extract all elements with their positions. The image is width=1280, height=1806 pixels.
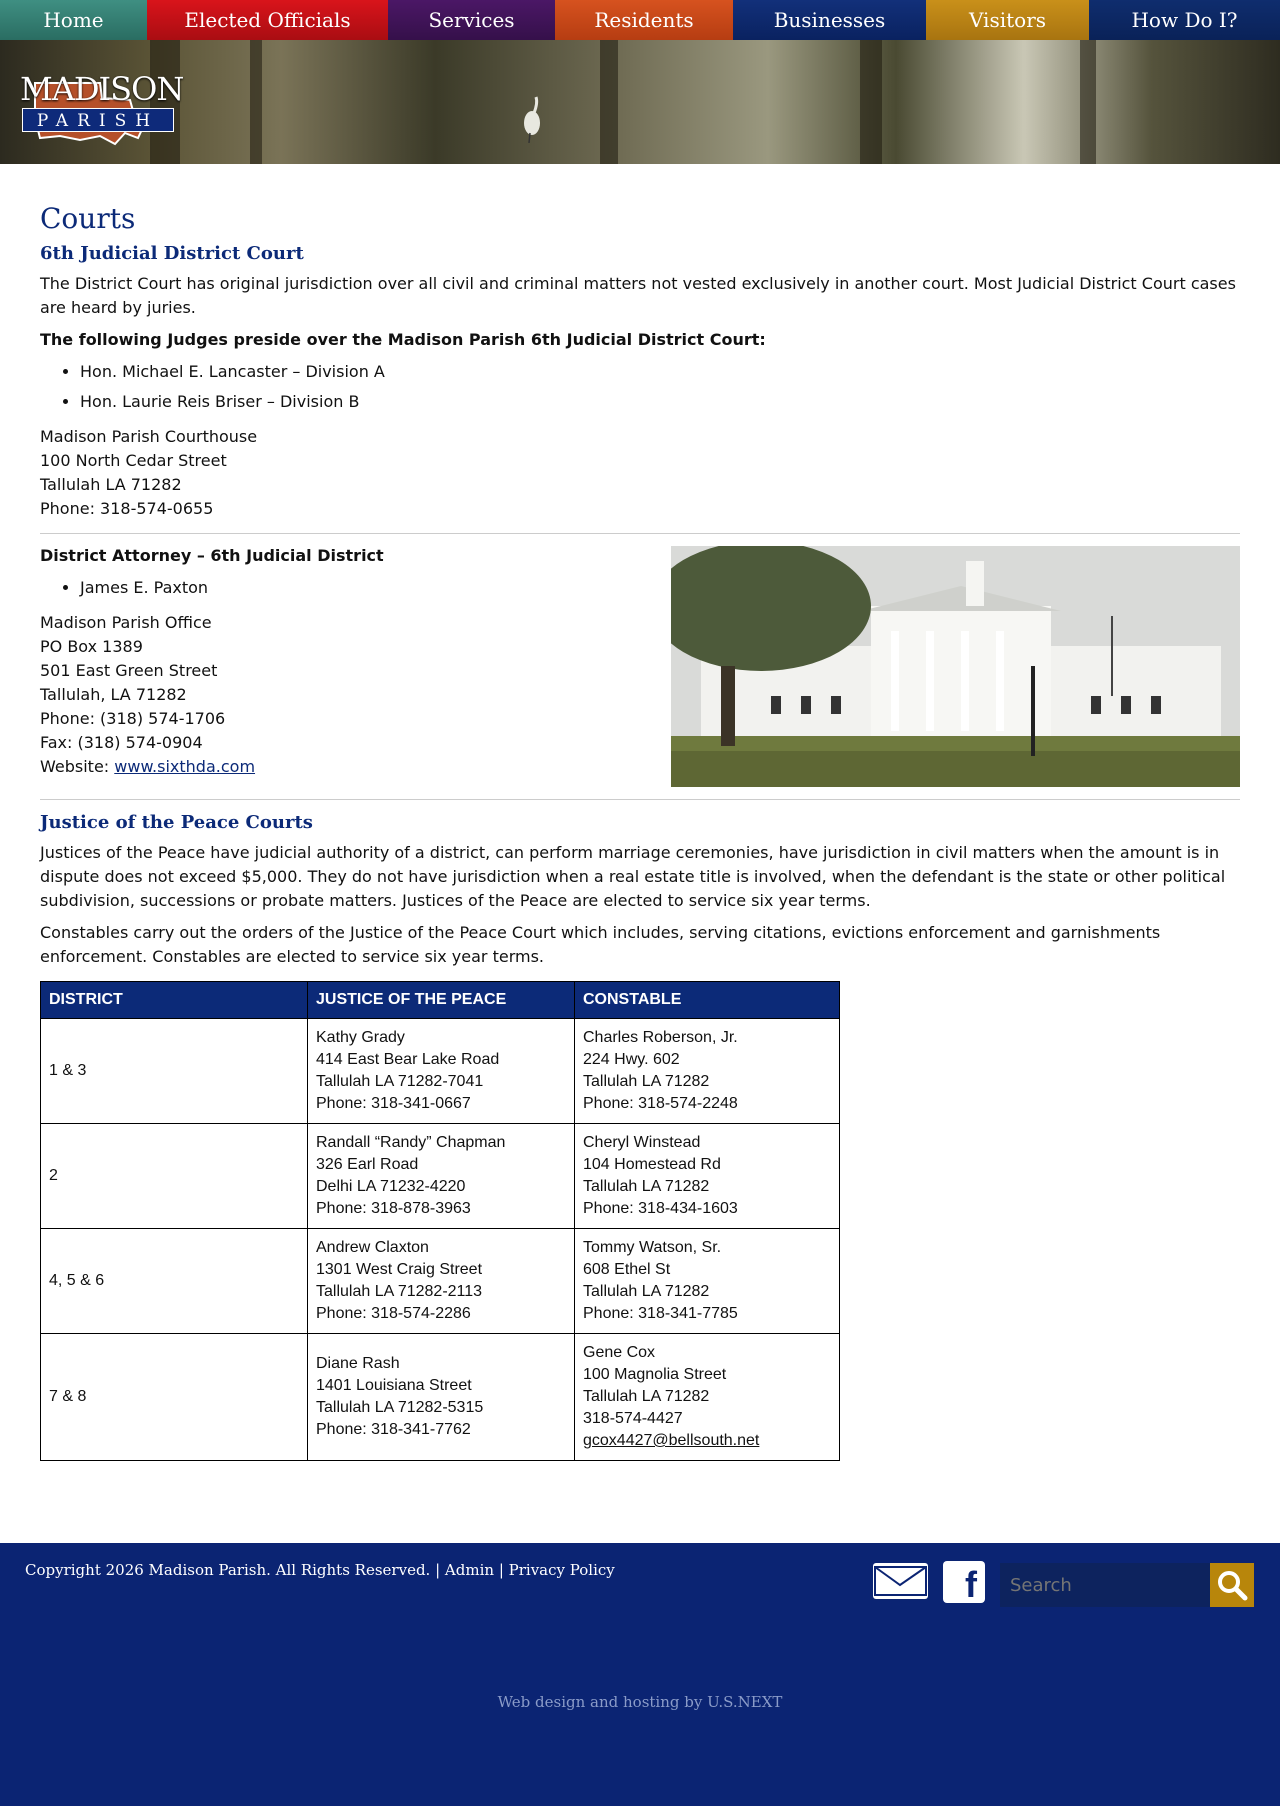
jp-cell — [308, 1229, 575, 1334]
footer-credit[interactable]: Web design and hosting by U.S.NEXT — [497, 1693, 783, 1711]
jp-table — [40, 981, 840, 1461]
constable-line: Tallulah LA 71282 — [583, 1388, 710, 1405]
constable-line: Phone: 318-574-2248 — [583, 1095, 738, 1112]
footer — [0, 1543, 1280, 1806]
constable-line: 224 Hwy. 602 — [583, 1051, 680, 1068]
nav-home[interactable]: Home — [0, 0, 147, 40]
nav-services[interactable]: Services — [388, 0, 555, 40]
address-line: Tallulah, LA 71282 — [40, 685, 187, 704]
jp-line: 326 Earl Road — [316, 1156, 419, 1173]
col-constable: CONSTABLE — [575, 982, 840, 1019]
facebook-icon[interactable]: f — [943, 1561, 985, 1603]
district-court-heading: 6th Judicial District Court — [40, 243, 304, 264]
banner-tree — [600, 40, 618, 164]
da-list — [80, 573, 640, 603]
separator: | — [430, 1561, 445, 1579]
constable-cell — [575, 1019, 840, 1124]
email-icon[interactable] — [873, 1563, 928, 1599]
constable-line: Phone: 318-341-7785 — [583, 1305, 738, 1322]
courthouse-photo — [671, 546, 1240, 787]
district-cell: 4, 5 & 6 — [41, 1229, 308, 1334]
constable-line: 100 Magnolia Street — [583, 1366, 727, 1383]
separator: | — [494, 1561, 509, 1579]
copyright-text: Copyright 2026 Madison Parish. All Rights Reserved. — [25, 1561, 431, 1579]
courthouse-address — [40, 425, 1240, 521]
jp-name: Andrew Claxton — [316, 1239, 429, 1256]
site-logo[interactable] — [20, 50, 184, 160]
banner-tree — [1080, 40, 1096, 164]
district-cell: 7 & 8 — [41, 1334, 308, 1461]
jp-cell — [308, 1124, 575, 1229]
header-banner — [0, 40, 1280, 164]
page-title: Courts — [40, 202, 136, 235]
egret-image — [520, 95, 546, 143]
constable-cell — [575, 1124, 840, 1229]
district-cell: 2 — [41, 1124, 308, 1229]
jp-line: Delhi LA 71232-4220 — [316, 1178, 466, 1195]
constable-line: 104 Homestead Rd — [583, 1156, 721, 1173]
admin-link[interactable]: Admin — [444, 1561, 495, 1579]
jp-line: Phone: 318-574-2286 — [316, 1305, 471, 1322]
judge-item: • Hon. Michael E. Lancaster – Division A — [80, 357, 1240, 387]
constable-name: Cheryl Winstead — [583, 1134, 701, 1151]
jp-line: Phone: 318-878-3963 — [316, 1200, 471, 1217]
address-line: Madison Parish Courthouse — [40, 427, 258, 446]
constable-line: Tallulah LA 71282 — [583, 1073, 710, 1090]
da-address — [40, 611, 640, 779]
da-name: • James E. Paxton — [80, 573, 640, 603]
table-row — [41, 1019, 840, 1124]
constable-cell — [575, 1334, 840, 1461]
constable-line: Phone: 318-434-1603 — [583, 1200, 738, 1217]
search-icon[interactable] — [1210, 1563, 1254, 1607]
jp-heading: Justice of the Peace Courts — [40, 812, 313, 833]
main-nav — [0, 0, 1280, 40]
address-line: 501 East Green Street — [40, 661, 218, 680]
website-line — [40, 755, 640, 779]
nav-residents[interactable]: Residents — [555, 0, 733, 40]
website-label: Website: — [40, 757, 115, 776]
address-line: Madison Parish Office — [40, 613, 212, 632]
constable-line: 318-574-4427 — [583, 1410, 683, 1427]
jp-name: Diane Rash — [316, 1355, 400, 1372]
footer-copyright-line — [25, 1561, 615, 1579]
banner-tree — [250, 40, 262, 164]
da-website-link[interactable]: www.sixthda.com — [114, 757, 256, 776]
jp-line: 414 East Bear Lake Road — [316, 1051, 500, 1068]
constable-name: Tommy Watson, Sr. — [583, 1239, 722, 1256]
address-line: 100 North Cedar Street — [40, 451, 227, 470]
table-header-row — [41, 982, 840, 1019]
constable-name: Gene Cox — [583, 1344, 656, 1361]
table-row — [41, 1124, 840, 1229]
nav-visitors[interactable]: Visitors — [926, 0, 1089, 40]
district-attorney-heading: District Attorney – 6th Judicial District — [40, 546, 384, 565]
constable-line: 608 Ethel St — [583, 1261, 671, 1278]
main-content — [0, 164, 1280, 1461]
search-input[interactable] — [1000, 1563, 1210, 1607]
constable-cell — [575, 1229, 840, 1334]
divider — [40, 533, 1240, 534]
judges-list — [80, 357, 1240, 417]
jp-line: Tallulah LA 71282-7041 — [316, 1073, 484, 1090]
address-line: Fax: (318) 574-0904 — [40, 733, 203, 752]
constable-line: Tallulah LA 71282 — [583, 1283, 710, 1300]
address-line: PO Box 1389 — [40, 637, 143, 656]
judge-item: • Hon. Laurie Reis Briser – Division B — [80, 387, 1240, 417]
jp-line: Phone: 318-341-0667 — [316, 1095, 471, 1112]
jp-line: Tallulah LA 71282-5315 — [316, 1399, 484, 1416]
address-line: Phone: (318) 574-1706 — [40, 709, 226, 728]
nav-businesses[interactable]: Businesses — [733, 0, 926, 40]
jp-line: 1401 Louisiana Street — [316, 1377, 472, 1394]
table-row — [41, 1334, 840, 1461]
constable-email-link[interactable]: gcox4427@bellsouth.net — [583, 1432, 760, 1449]
logo-subtitle: PARISH — [22, 108, 174, 132]
logo-title: MADISON — [20, 70, 184, 108]
address-line: Phone: 318-574-0655 — [40, 499, 214, 518]
banner-tree — [860, 40, 882, 164]
jp-line: Phone: 318-341-7762 — [316, 1421, 471, 1438]
district-court-description: The District Court has original jurisdiction over all civil and criminal matters not vested exclusively in another court. Most Judicial District Court cases are heard by juries. — [40, 274, 1236, 317]
privacy-policy-link[interactable]: Privacy Policy — [508, 1561, 615, 1579]
jp-description: Justices of the Peace have judicial authority of a district, can perform marriage ceremonies, have jurisdiction in civil matters when the amount is in dispute does not exceed $5,000. They do not have jurisdiction when a real estate title is involved, when the defendant is the state or other political subdivision, successions or probate matters. Justices of the Peace are elected to service six year terms. — [40, 843, 1226, 910]
constable-line: Tallulah LA 71282 — [583, 1178, 710, 1195]
jp-cell — [308, 1334, 575, 1461]
jp-name: Randall “Randy” Chapman — [316, 1134, 506, 1151]
col-justice: JUSTICE OF THE PEACE — [308, 982, 575, 1019]
judges-intro: The following Judges preside over the Madison Parish 6th Judicial District Court: — [40, 330, 766, 349]
table-row — [41, 1229, 840, 1334]
address-line: Tallulah LA 71282 — [40, 475, 182, 494]
constables-description: Constables carry out the orders of the Justice of the Peace Court which includes, serving citations, evictions enforcement and garnishments enforcement. Constables are elected to service six year terms. — [40, 923, 1161, 966]
jp-name: Kathy Grady — [316, 1029, 405, 1046]
jp-line: Tallulah LA 71282-2113 — [316, 1283, 483, 1300]
jp-cell — [308, 1019, 575, 1124]
district-attorney-section — [40, 546, 1240, 787]
jp-line: 1301 West Craig Street — [316, 1261, 483, 1278]
district-cell: 1 & 3 — [41, 1019, 308, 1124]
nav-how-do-i[interactable]: How Do I? — [1089, 0, 1280, 40]
nav-elected-officials[interactable]: Elected Officials — [147, 0, 388, 40]
col-district: DISTRICT — [41, 982, 308, 1019]
constable-name: Charles Roberson, Jr. — [583, 1029, 738, 1046]
divider — [40, 799, 1240, 800]
